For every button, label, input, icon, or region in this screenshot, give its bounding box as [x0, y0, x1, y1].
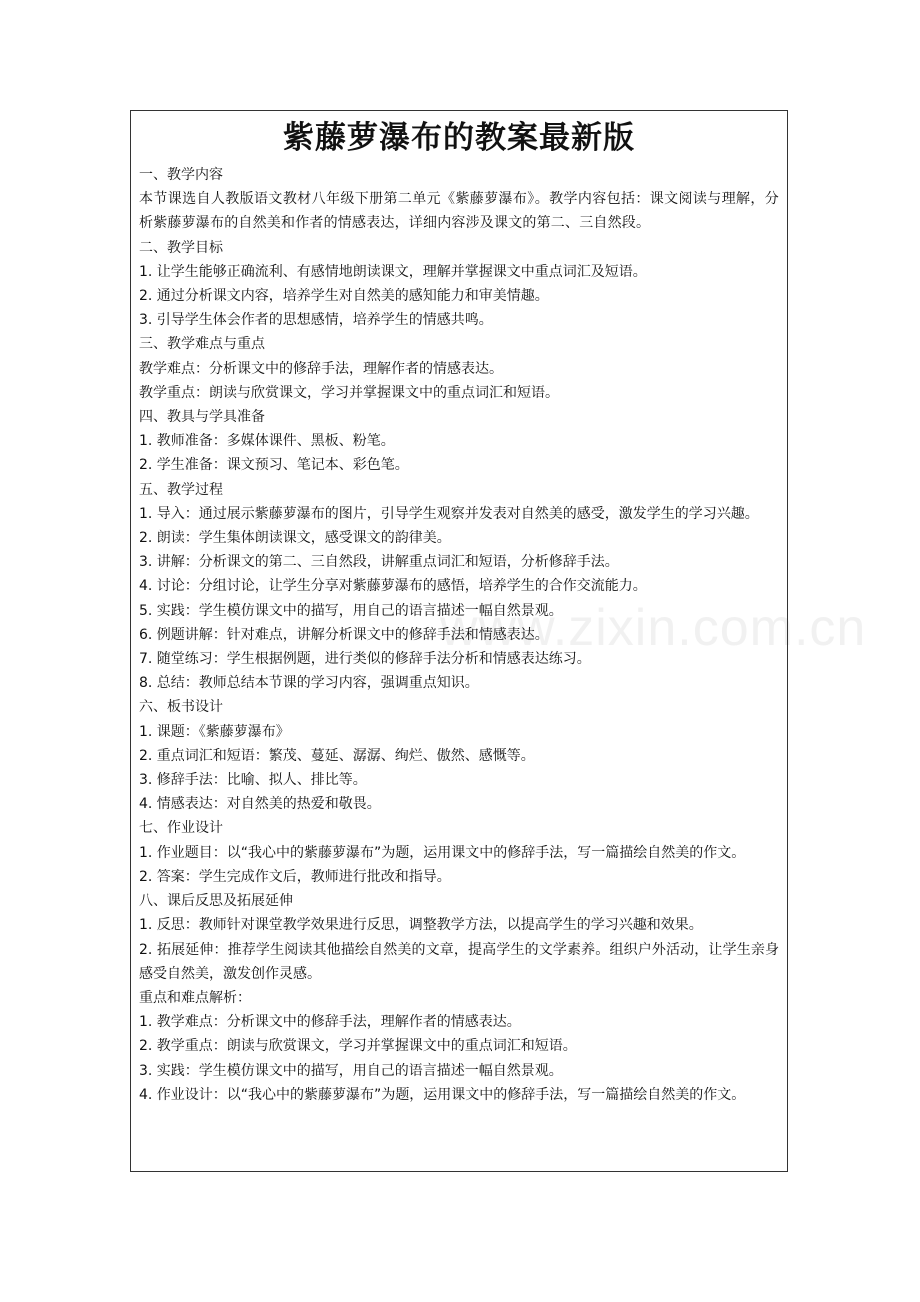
teaching-difficulty: 教学难点：分析课文中的修辞手法，理解作者的情感表达。 [139, 360, 503, 377]
process-step: 7. 随堂练习：学生根据例题，进行类似的修辞手法分析和情感表达练习。 [139, 651, 591, 668]
process-step: 6. 例题讲解：针对难点，讲解分析课文中的修辞手法和情感表达。 [139, 626, 549, 643]
section-2-heading: 二、教学目标 [139, 239, 223, 256]
board-design-item: 1. 课题：《紫藤萝瀑布》 [139, 723, 290, 740]
analysis-item: 2. 教学重点：朗读与欣赏课文，学习并掌握课文中的重点词汇和短语。 [139, 1038, 577, 1055]
document-frame [130, 110, 788, 1172]
section-5-heading: 五、教学过程 [139, 481, 223, 498]
board-design-item: 2. 重点词汇和短语：繁茂、蔓延、潺潺、绚烂、傲然、感慨等。 [139, 747, 535, 764]
process-step: 8. 总结：教师总结本节课的学习内容，强调重点知识。 [139, 675, 479, 692]
process-step: 3. 讲解：分析课文的第二、三自然段，讲解重点词汇和短语，分析修辞手法。 [139, 554, 619, 571]
section-8-heading: 八、课后反思及拓展延伸 [139, 893, 293, 910]
board-design-item: 4. 情感表达：对自然美的热爱和敬畏。 [139, 796, 381, 813]
homework-item: 2. 答案：学生完成作文后，教师进行批改和指导。 [139, 868, 451, 885]
reflection-item: 2. 拓展延伸：推荐学生阅读其他描绘自然美的文章，提高学生的文学素养。组织户外活动，让学生亲身感受自然美，激发创作灵感。 [139, 941, 779, 982]
teaching-key-point: 教学重点：朗读与欣赏课文，学习并掌握课文中的重点词汇和短语。 [139, 384, 559, 401]
process-step: 5. 实践：学生模仿课文中的描写，用自己的语言描述一幅自然景观。 [139, 602, 563, 619]
preparation-item: 2. 学生准备：课文预习、笔记本、彩色笔。 [139, 457, 409, 474]
watermark: www.zixin.com.cn [440, 599, 867, 657]
process-step: 1. 导入：通过展示紫藤萝瀑布的图片，引导学生观察并发表对自然美的感受，激发学生的学习兴趣。 [139, 505, 759, 522]
document-title: 紫藤萝瀑布的教案最新版 [283, 120, 635, 156]
objective-item: 1. 让学生能够正确流利、有感情地朗读课文，理解并掌握课文中重点词汇及短语。 [139, 263, 647, 280]
analysis-item: 3. 实践：学生模仿课文中的描写，用自己的语言描述一幅自然景观。 [139, 1062, 563, 1079]
reflection-item: 1. 反思：教师针对课堂教学效果进行反思，调整教学方法，以提高学生的学习兴趣和效果。 [139, 917, 703, 934]
process-step: 4. 讨论：分组讨论，让学生分享对紫藤萝瀑布的感悟，培养学生的合作交流能力。 [139, 578, 647, 595]
section-1-heading: 一、教学内容 [139, 167, 223, 183]
objective-item: 3. 引导学生体会作者的思想感情，培养学生的情感共鸣。 [139, 312, 493, 329]
section-7-heading: 七、作业设计 [139, 820, 223, 837]
analysis-item: 1. 教学难点：分析课文中的修辞手法，理解作者的情感表达。 [139, 1014, 521, 1031]
section-4-heading: 四、教具与学具准备 [139, 409, 265, 426]
objective-item: 2. 通过分析课文内容，培养学生对自然美的感知能力和审美情趣。 [139, 288, 549, 305]
analysis-item: 4. 作业设计：以“我心中的紫藤萝瀑布”为题，运用课文中的修辞手法，写一篇描绘自然美的作文。 [139, 1086, 746, 1103]
section-1-text: 本节课选自人教版语文教材八年级下册第二单元《紫藤萝瀑布》。教学内容包括：课文阅读与理解，分析紫藤萝瀑布的自然美和作者的情感表达，详细内容涉及课文的第二、三自然段。 [139, 191, 779, 232]
section-6-heading: 六、板书设计 [139, 699, 223, 716]
board-design-item: 3. 修辞手法：比喻、拟人、排比等。 [139, 772, 367, 789]
analysis-heading: 重点和难点解析： [139, 989, 251, 1006]
preparation-item: 1. 教师准备：多媒体课件、黑板、粉笔。 [139, 433, 395, 450]
homework-item: 1. 作业题目：以“我心中的紫藤萝瀑布”为题，运用课文中的修辞手法，写一篇描绘自然美的作文。 [139, 844, 746, 861]
section-3-heading: 三、教学难点与重点 [139, 336, 265, 353]
process-step: 2. 朗读：学生集体朗读课文，感受课文的韵律美。 [139, 530, 451, 547]
